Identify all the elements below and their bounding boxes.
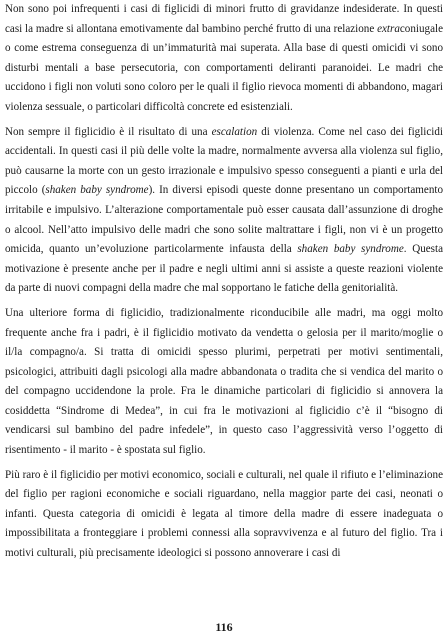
italic-text: escalation xyxy=(211,125,258,138)
text-run: Una ulteriore forma di figlicidio, tradizionalmente riconducibile alle madri, ma oggi molto frequente anche fra i padri, è il figlicidio motivato da vendetta o gelosia per il marito/moglie o il/la compagno/a. Si tratta di omicidi spesso plurimi, perpetrati per motivi sentimentali, psicologici, attribuiti dagli psicologi alla madre abbandonata o tradita che si vendica del marito o del compagno uccidendone la prole. Fra le dinamiche particolari di figlicidio si annovera la cosiddetta “Sindrome di Medea”, in cui fra le motivazioni al figlicidio c’è il “bisogno di vendicarsi sul bambino del padre infedele”, in questo caso l’aggressività verso l’oggetto di risentimento - il marito - è spostata sul figlio. xyxy=(5,306,443,457)
text-run: coniugale o come estrema conseguenza di un’immaturità mai superata. Alla base di questi omicidi vi sono disturbi mentali a base persecutoria, con comportamenti deliranti paranoidei. Le madri che uccidono i figli non voluti sono coloro per le quali il figlio rievoca momenti di abbandono, magari violenza sessuale, o particolari difficoltà concrete ed esistenziali. xyxy=(5,22,443,113)
paragraph xyxy=(5,304,443,461)
paragraph xyxy=(5,123,443,299)
italic-text: extra xyxy=(377,22,400,35)
text-run: . Questa motivazione è presente anche per il padre e negli ultimi anni si assiste a queste reazioni violente da parte di nuovi compagni della madre che mal sopportano le fatiche della genitorialità. xyxy=(5,243,443,295)
paragraph xyxy=(5,0,443,118)
text-run: ). In diversi episodi queste donne presentano un comportamento irritabile e impulsivo. L’alterazione comportamentale può esser causata dall’assunzione di droghe o alcool. Nell’atto impulsivo delle madri che sono solite maltrattare i figli, non vi è un progetto omicida, quanto un’evoluzione particolarmente infausta della xyxy=(5,184,444,256)
paragraph xyxy=(5,466,443,564)
body-text xyxy=(5,0,443,564)
text-run: di violenza. Come nel caso dei figlicidi accidentali. In questi casi il più delle volte la madre, normalmente avversa alla violenza sul figlio, può causarne la morte con un gesto irrazionale e impulsivo spesso conseguenti a pianti e urla del piccolo ( xyxy=(5,125,443,197)
document-page xyxy=(5,0,443,641)
page-number: 116 xyxy=(215,620,233,634)
italic-text: shaken baby syndrome xyxy=(45,184,149,197)
italic-text: shaken baby syndrome xyxy=(297,243,404,256)
text-run: Non sempre il figlicidio è il risultato di una xyxy=(5,125,212,138)
text-run: Più raro è il figlicidio per motivi economico, sociali e culturali, nel quale il rifiuto e l’eliminazione del figlio per ragioni economiche e sociali riguardano, nella maggior parte dei casi, neonati o infanti. Questa categoria di omicidi è legata al timore della madre di essere inadeguata o impossibilitata a fronteggiare i problemi connessi alla sopravvivenza e al futuro del figlio. Tra i motivi culturali, più precisamente ideologici si possono annoverare i casi di xyxy=(5,468,443,560)
text-run: Non sono poi infrequenti i casi di figlicidi di minori frutto di gravidanze indesiderate. In questi casi la madre si allontana emotivamente dal bambino perché frutto di una relazione xyxy=(5,3,443,35)
